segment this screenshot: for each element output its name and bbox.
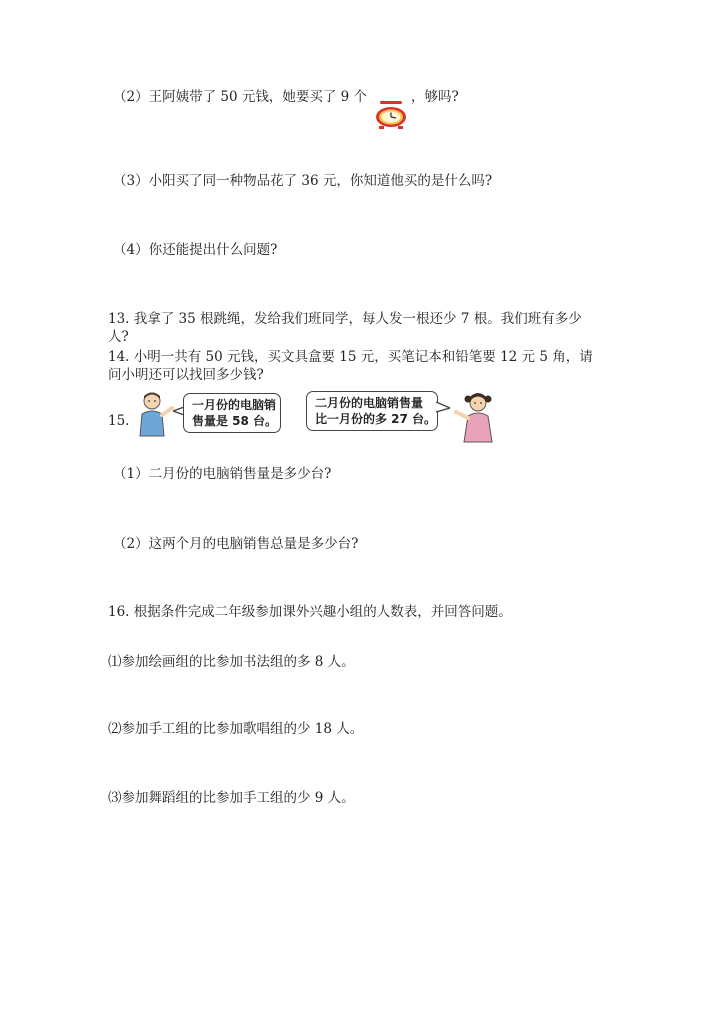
girl-bubble-line1: 二月份的电脑销售量: [315, 396, 424, 410]
q12-3-text: （3）小阳买了同一种物品花了 36 元，你知道他买的是什么吗?: [113, 173, 493, 189]
boy-bubble-line1: 一月份的电脑销: [192, 398, 277, 412]
boy-illustration: [130, 390, 178, 438]
q16-3-text: ⑶参加舞蹈组的比参加手工组的少 9 人。: [108, 790, 355, 806]
q15-1-text: （1）二月份的电脑销售量是多少台?: [113, 466, 332, 482]
alarm-clock-icon: [374, 100, 408, 130]
q13-line1: 13. 我拿了 35 根跳绳，发给我们班同学，每人发一根还少 7 根。我们班有多少: [108, 311, 582, 327]
q12-4-text: （4）你还能提出什么问题?: [113, 242, 278, 258]
q13-line2: 人?: [108, 329, 129, 345]
q16-text: 16. 根据条件完成二年级参加课外兴趣小组的人数表，并回答问题。: [108, 604, 512, 620]
girl-bubble-line2: 比一月份的多 27 台。: [315, 412, 437, 426]
q16-2-text: ⑵参加手工组的比参加歌唱组的少 18 人。: [108, 721, 364, 737]
q12-2-text-after: ，够吗?: [411, 89, 459, 105]
q14-line1: 14. 小明一共有 50 元钱，买文具盒要 15 元，买笔记本和铅笔要 12 元 5 角，请: [108, 349, 593, 365]
q15-2-text: （2）这两个月的电脑销售总量是多少台?: [113, 536, 359, 552]
girl-illustration: [446, 390, 506, 444]
q15-label: 15.: [108, 413, 130, 429]
q16-1-text: ⑴参加绘画组的比参加书法组的多 8 人。: [108, 654, 355, 670]
q14-line2: 问小明还可以找回多少钱?: [108, 367, 264, 383]
q12-2-text-before: （2）王阿姨带了 50 元钱，她要买了 9 个: [113, 89, 368, 105]
girl-speech-bubble: [306, 391, 438, 431]
boy-speech-bubble: [183, 393, 281, 433]
boy-bubble-line2: 售量是 58 台。: [192, 414, 278, 428]
